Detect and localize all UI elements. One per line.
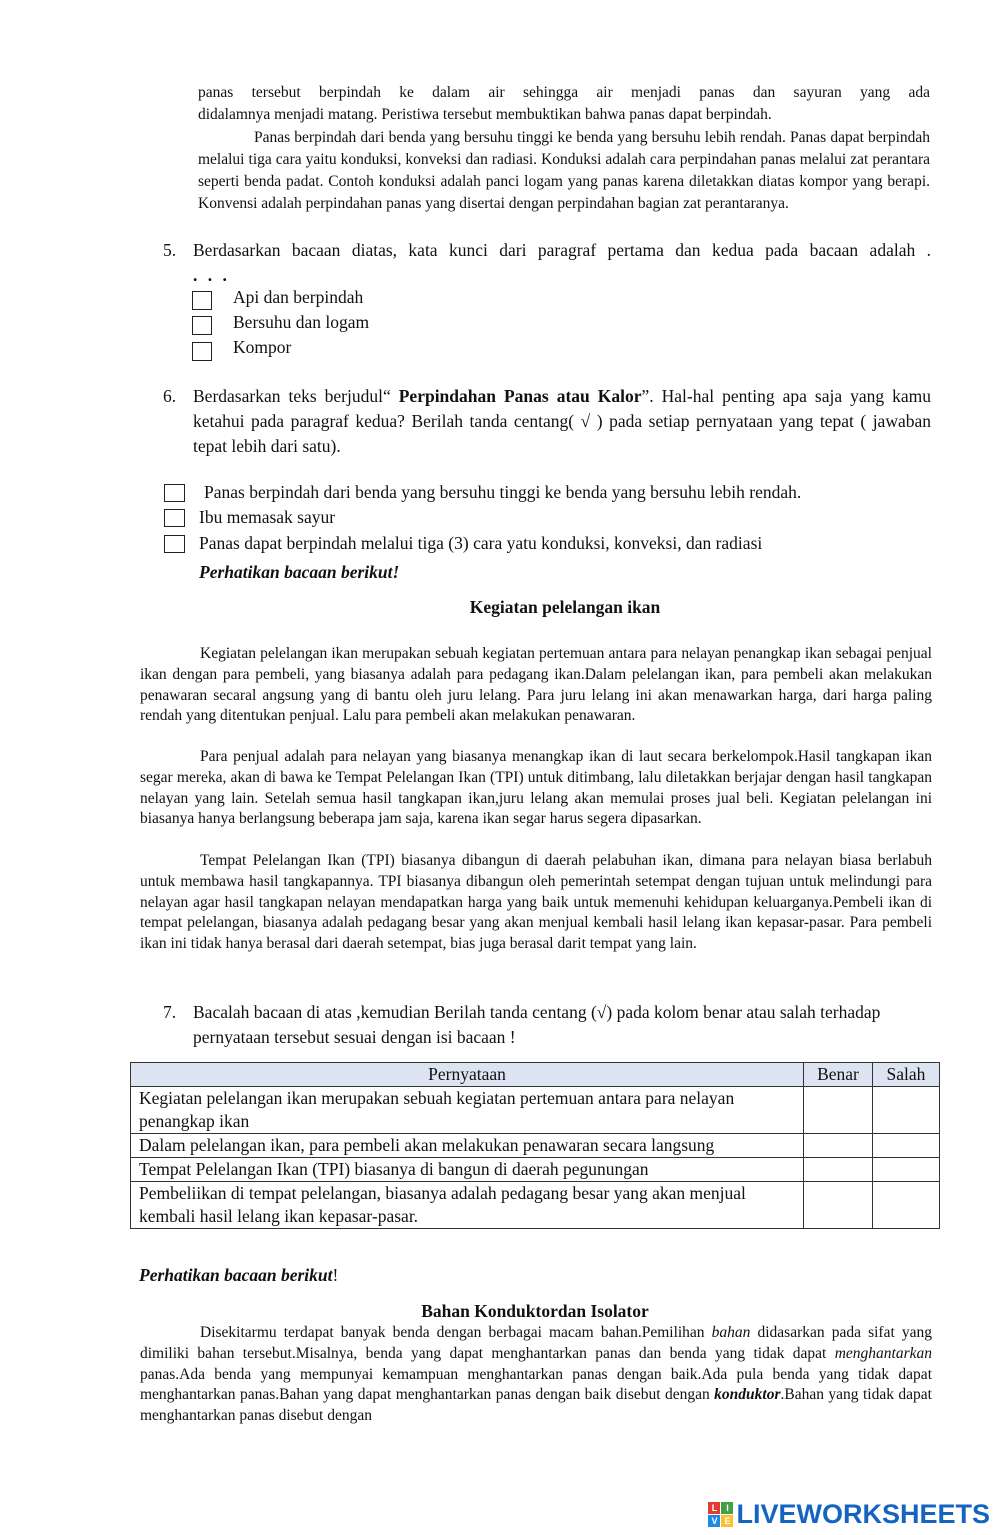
q5-option-3-label: Kompor [233,337,292,357]
q6-option-1-checkbox[interactable] [164,484,185,502]
q5-option-1-label: Api dan berpindah [233,287,364,307]
reading2-title: Bahan Konduktordan Isolator [421,1301,649,1321]
q5-option-2-label: Bersuhu dan logam [233,312,370,332]
table-header-row [131,1063,940,1087]
q7-number: 7. [163,1002,177,1022]
table-row [131,1158,940,1182]
reading1-title: Kegiatan pelelangan ikan [469,597,661,617]
table-row [131,1134,940,1158]
table-row [131,1087,940,1134]
liveworksheets-logo-icon: L I V E [708,1502,733,1527]
salah-cell[interactable] [873,1087,940,1134]
q5-option-3-checkbox[interactable] [192,342,212,361]
benar-cell[interactable] [804,1134,873,1158]
statement-cell: Pembeliikan di tempat pelelangan, biasanya adalah pedagang besar yang akan menjual kembali hasil lelang ikan kepasar-pasar. [131,1182,804,1229]
intro-paragraph-2: Panas berpindah dari benda yang bersuhu tinggi ke benda yang bersuhu lebih rendah. Panas dapat berpindah melalui tiga cara yaitu konduksi, konveksi dan radiasi. Konduksi adalah cara perpindahan panas melalui zat perantara seperti benda padat. Contoh konduksi adalah panci logam yang panas karena diletakkan diatas kompor yang berapi. Konvensi adalah perpindahan panas yang disertai dengan perpindahan bagian zat perantaranya. [198,129,930,212]
reading1-paragraph-2: Para penjual adalah para nelayan yang biasanya menangkap ikan di laut secara berkelompok.Hasil tangkapan ikan segar mereka, akan di bawa ke Tempat Pelelangan Ikan (TPI) untuk ditimbang, lalu diletakkan berjajar dengan hasil tangkapan nelayan yang lain. Setelah semua hasil tangkapan ikan,juru lelang akan memulai proses jual beli. Kegiatan pelelangan ini biasanya hanya berlangsung beberapa jam saja, karena ikan segar harus segera dipasarkan. [140,748,932,828]
q6-text: Berdasarkan teks berjudul“ Perpindahan Panas atau Kalor”. Hal-hal penting apa saja yang kamu ketahui pada paragraf kedua? Berilah tanda centang( √ ) pada setiap pernyataan yang tepat ( jawaban tepat lebih dari satu). [193,386,931,456]
table-row [131,1182,940,1229]
salah-cell[interactable] [873,1158,940,1182]
q5-number: 5. [163,240,177,260]
q5-option-2-checkbox[interactable] [192,316,212,335]
q6-option-1-label: Panas berpindah dari benda yang bersuhu tinggi ke benda yang bersuhu lebih rendah. [204,482,802,502]
q7-text: Bacalah bacaan di atas ,kemudian Berilah tanda centang (√) pada kolom benar atau salah terhadap pernyataan tersebut sesuai dengan isi bacaan ! [193,1002,881,1047]
salah-cell[interactable] [873,1134,940,1158]
reading2-instruction: Perhatikan bacaan berikut! [139,1265,339,1285]
salah-cell[interactable] [873,1182,940,1229]
header-statement: Pernyataan [131,1063,804,1087]
statement-cell: Dalam pelelangan ikan, para pembeli akan melakukan penawaran secara langsung [131,1134,804,1158]
benar-cell[interactable] [804,1182,873,1229]
benar-cell[interactable] [804,1158,873,1182]
q6-option-3-label: Panas dapat berpindah melalui tiga (3) cara yatu konduksi, konveksi, dan radiasi [199,533,763,553]
reading1-paragraph-1: Kegiatan pelelangan ikan merupakan sebuah kegiatan pertemuan antara para nelayan penangkap ikan sebagai penjual ikan dengan para pembeli, yang biasanya adalah para pedagang ikan.Dalam pelelangan ikan, para pembeli akan melakukan penawaran secaral angsung yang di bantu oleh juru lelang. Para juru lelang ini akan menawarkan harga, dari harga paling rendah yang ditentukan penjual. Lalu para pembeli akan melakukan penawaran. [140,645,932,725]
q5-text: Berdasarkan bacaan diatas, kata kunci dari paragraf pertama dan kedua pada bacaan adalah . [193,240,931,260]
statement-cell: Kegiatan pelelangan ikan merupakan sebuah kegiatan pertemuan antara para nelayan penangkap ikan [131,1087,804,1134]
reading2-paragraph: Disekitarmu terdapat banyak benda dengan berbagai macam bahan.Pemilihan bahan didasarkan pada sifat yang dimiliki bahan tersebut.Misalnya, benda yang dapat menghantarkan panas dan benda yang tidak dapat menghantarkan panas.Ada benda yang mempunyai kemampuan menghantarkan panas dengan baik.Ada pula benda yang tidak dapat menghantarkan panas.Bahan yang dapat menghantarkan panas dengan baik disebut dengan konduktor.Bahan yang tidak dapat menghantarkan panas disebut dengan [140,1324,932,1425]
liveworksheets-logo [708,1497,990,1531]
true-false-table [130,1062,940,1229]
q6-title: Perpindahan Panas atau Kalor [398,386,642,406]
benar-cell[interactable] [804,1087,873,1134]
q6-option-2-label: Ibu memasak sayur [199,507,336,527]
logo-text: LIVEWORKSHEETS [736,1498,990,1529]
header-benar: Benar [804,1063,873,1087]
intro-line-1: panas tersebut berpindah ke dalam air sehingga air menjadi panas dan sayuran yang ada [198,84,930,101]
q5-option-1-checkbox[interactable] [192,291,212,310]
q6-option-3-checkbox[interactable] [164,535,185,553]
q5-dots: . . . [193,265,230,285]
reading1-paragraph-3: Tempat Pelelangan Ikan (TPI) biasanya dibangun di daerah pelabuhan ikan, dimana para nelayan biasa berlabuh untuk membawa hasil tangkapannya. TPI biasanya dibangun oleh pemerintah setempat dengan tujuan untuk melindungi para nelayan agar hasil tangkapan nelayan mendapatkan harga yang baik untuk memenuhi kehidupan keluarganya.Pembeli ikan di tempat pelelangan, biasanya adalah pedagang besar yang akan menjual kembali hasil lelang ikan kepasar-pasar. Para pembeli ikan ini tidak hanya berasal dari daerah setempat, bias juga berasal darit tempat yang lain. [140,852,932,953]
statement-cell: Tempat Pelelangan Ikan (TPI) biasanya di bangun di daerah pegunungan [131,1158,804,1182]
reading1-instruction: Perhatikan bacaan berikut! [199,562,400,582]
header-salah: Salah [873,1063,940,1087]
intro-line-2: didalamnya menjadi matang. Peristiwa tersebut membuktikan bahwa panas dapat berpindah. [198,106,772,123]
q6-option-2-checkbox[interactable] [164,509,185,527]
q6-number: 6. [163,386,177,406]
